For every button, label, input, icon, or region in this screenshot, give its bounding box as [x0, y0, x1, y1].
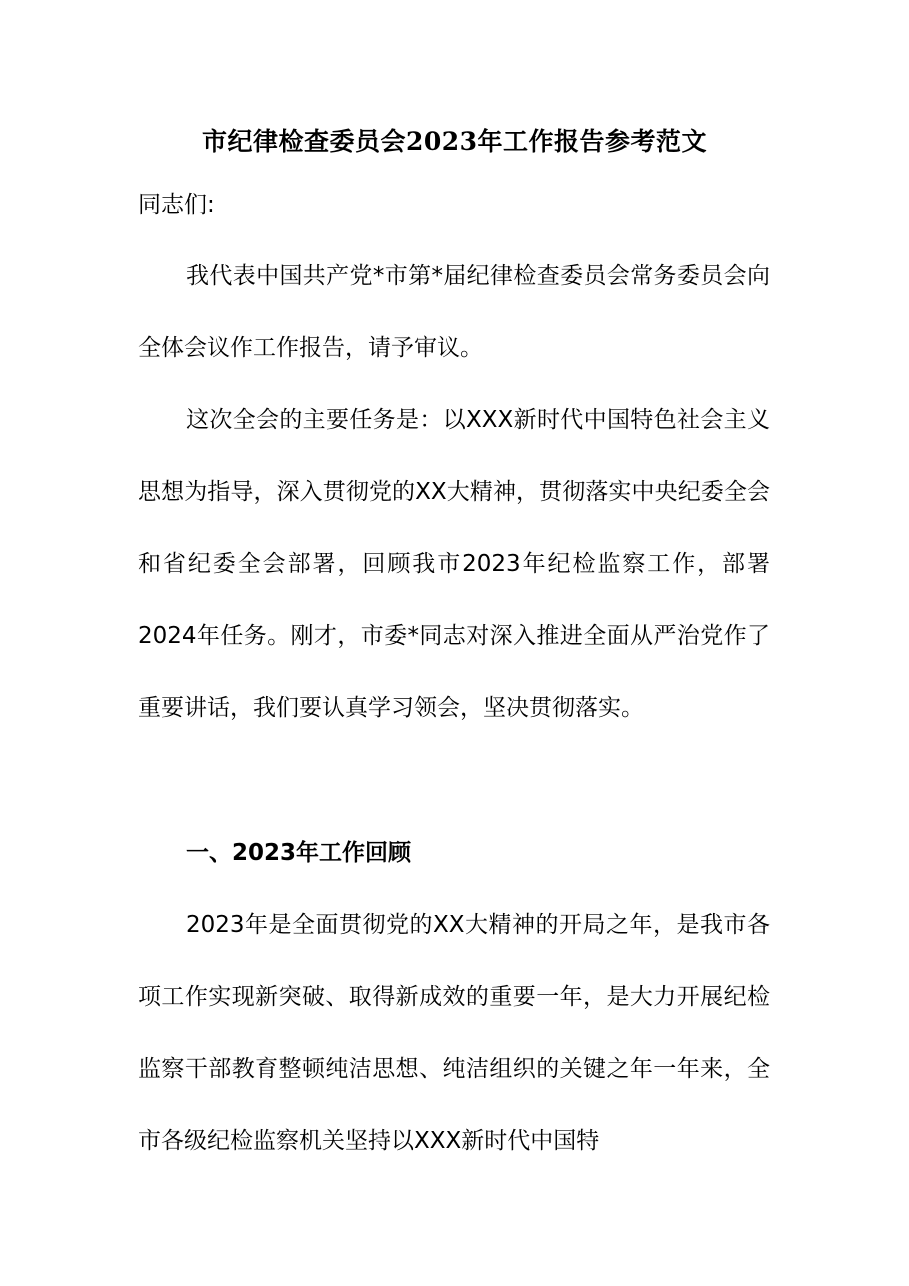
salutation: 同志们:: [138, 192, 215, 218]
paragraph-2: 这次全会的主要任务是：以XXX新时代中国特色社会主义思想为指导，深入贯彻党的XX大精神，贯彻落实中央纪委全会和省纪委全会部署，回顾我市2023年纪检监察工作，部署2024年任务。刚才，市委*同志对深入推进全面从严治党作了重要讲话，我们要认真学习领会，坚决贯彻落实。: [138, 407, 770, 721]
document-title: 市纪律检查委员会2023年工作报告参考范文: [201, 127, 708, 156]
paragraph-1: 我代表中国共产党*市第*届纪律检查委员会常务委员会向全体会议作工作报告，请予审议。: [138, 263, 770, 361]
section-heading: 一、2023年工作回顾: [186, 840, 412, 866]
section-paragraph: 2023年是全面贯彻党的XX大精神的开局之年，是我市各项工作实现新突破、取得新成效的重要一年，是大力开展纪检监察干部教育整顿纯洁思想、纯洁组织的关键之年一年来，全市各级纪检监察机关坚持以XXX新时代中国特: [138, 912, 770, 1154]
